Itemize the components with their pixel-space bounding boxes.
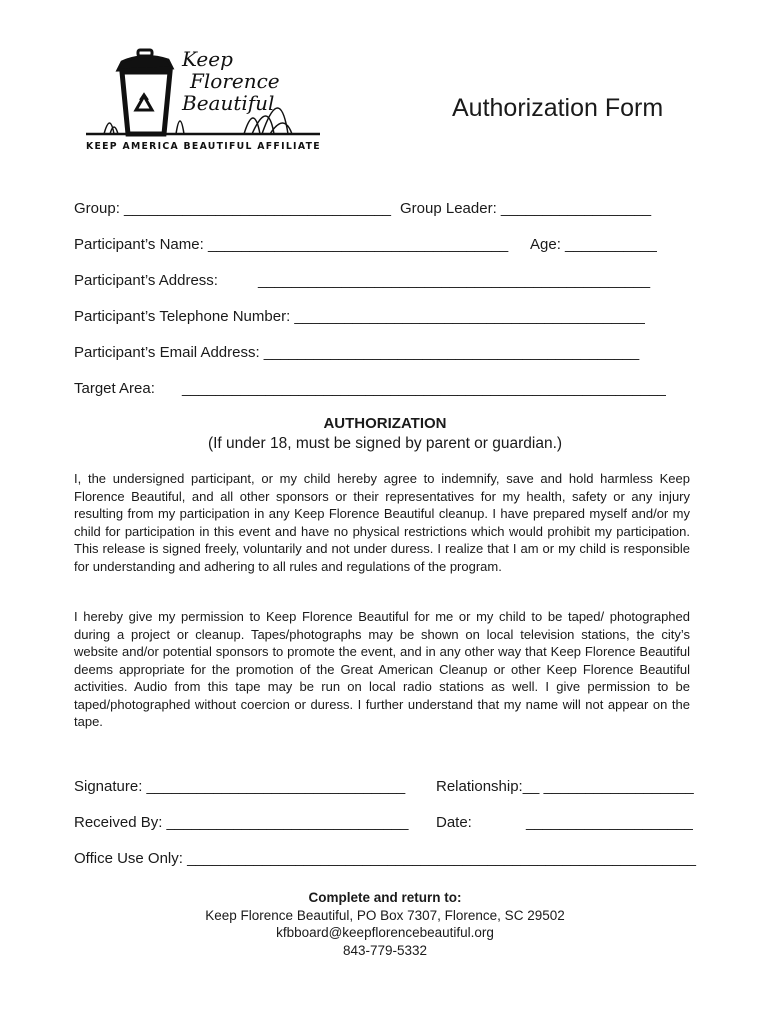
email-field[interactable]: Participant’s Email Address: _____________________________________________ (74, 344, 640, 361)
target-area-label: Target Area: (74, 380, 155, 397)
logo-text-keep: Keep (182, 47, 233, 71)
authorization-heading: AUTHORIZATION (323, 415, 447, 432)
logo-text-florence: Florence (190, 69, 280, 93)
footer-address: Keep Florence Beautiful, PO Box 7307, Florence, SC 29502 (205, 907, 565, 923)
signature-field[interactable]: Signature: _______________________________ (74, 778, 406, 795)
trash-can-icon (118, 50, 172, 134)
participant-name-field[interactable]: Participant’s Name: ____________________________________ (74, 236, 509, 253)
participant-address-field[interactable]: _______________________________________________ (258, 272, 651, 289)
relationship-field[interactable]: Relationship:__ __________________ (436, 778, 694, 795)
target-area-field[interactable]: __________________________________________________________ (182, 380, 666, 397)
telephone-field[interactable]: Participant’s Telephone Number: __________________________________________ (74, 308, 645, 325)
media-release-paragraph: I hereby give my permission to Keep Florence Beautiful for me or my child to be taped/ photographed during a project or cleanup. Tapes/photographs may be shown on local television stations, the city’s website and/or potential sponsors to promote the event, and in any other way that Keep Florence Beautiful deems appropriate for the promotion of the Great American Cleanup or other Keep Florence Beautiful activities. Audio from this tape may be run on local radio stations as well. I give permission to be taped/photographed without coercion or duress. I further understand that my name will not appear on the tape. (74, 609, 690, 729)
office-use-field[interactable]: Office Use Only: _____________________________________________________________ (74, 850, 696, 867)
age-field[interactable]: Age: ___________ (530, 236, 657, 253)
footer-heading: Complete and return to: (308, 890, 462, 905)
footer-email[interactable]: kfbboard@keepflorencebeautiful.org (276, 925, 494, 940)
footer-contact (0, 889, 770, 959)
date-field[interactable]: ____________________ (526, 814, 693, 831)
date-label: Date: (436, 814, 472, 831)
participant-address-label: Participant’s Address: (74, 272, 218, 289)
received-by-field[interactable]: Received By: _____________________________ (74, 814, 409, 831)
footer-phone: 843-779-5332 (342, 942, 428, 958)
group-leader-field[interactable]: Group Leader: __________________ (400, 200, 652, 217)
logo-affiliate-text: KEEP AMERICA BEAUTIFUL AFFILIATE (86, 141, 321, 152)
indemnity-paragraph: I, the undersigned participant, or my child hereby agree to indemnify, save and hold harmless Keep Florence Beautiful, and all other sponsors or their representatives for my health, safety or any injury resulting from my participation in any Keep Florence Beautiful cleanup. I have prepared myself and/or my child for participation in this event and have no physical restrictions which would prohibit my participation. This release is signed freely, voluntarily and not under duress. I realize that I am or my child is responsible for understanding and adhering to all rules and regulations of the program. (74, 471, 690, 574)
group-field[interactable]: Group: ________________________________ (74, 200, 391, 217)
form-title: Authorization Form (452, 94, 664, 122)
recycle-icon (136, 94, 152, 110)
keep-florence-beautiful-logo (84, 42, 324, 154)
logo-text-beautiful: Beautiful (182, 91, 275, 115)
authorization-subheading: (If under 18, must be signed by parent or guardian.) (207, 435, 563, 452)
